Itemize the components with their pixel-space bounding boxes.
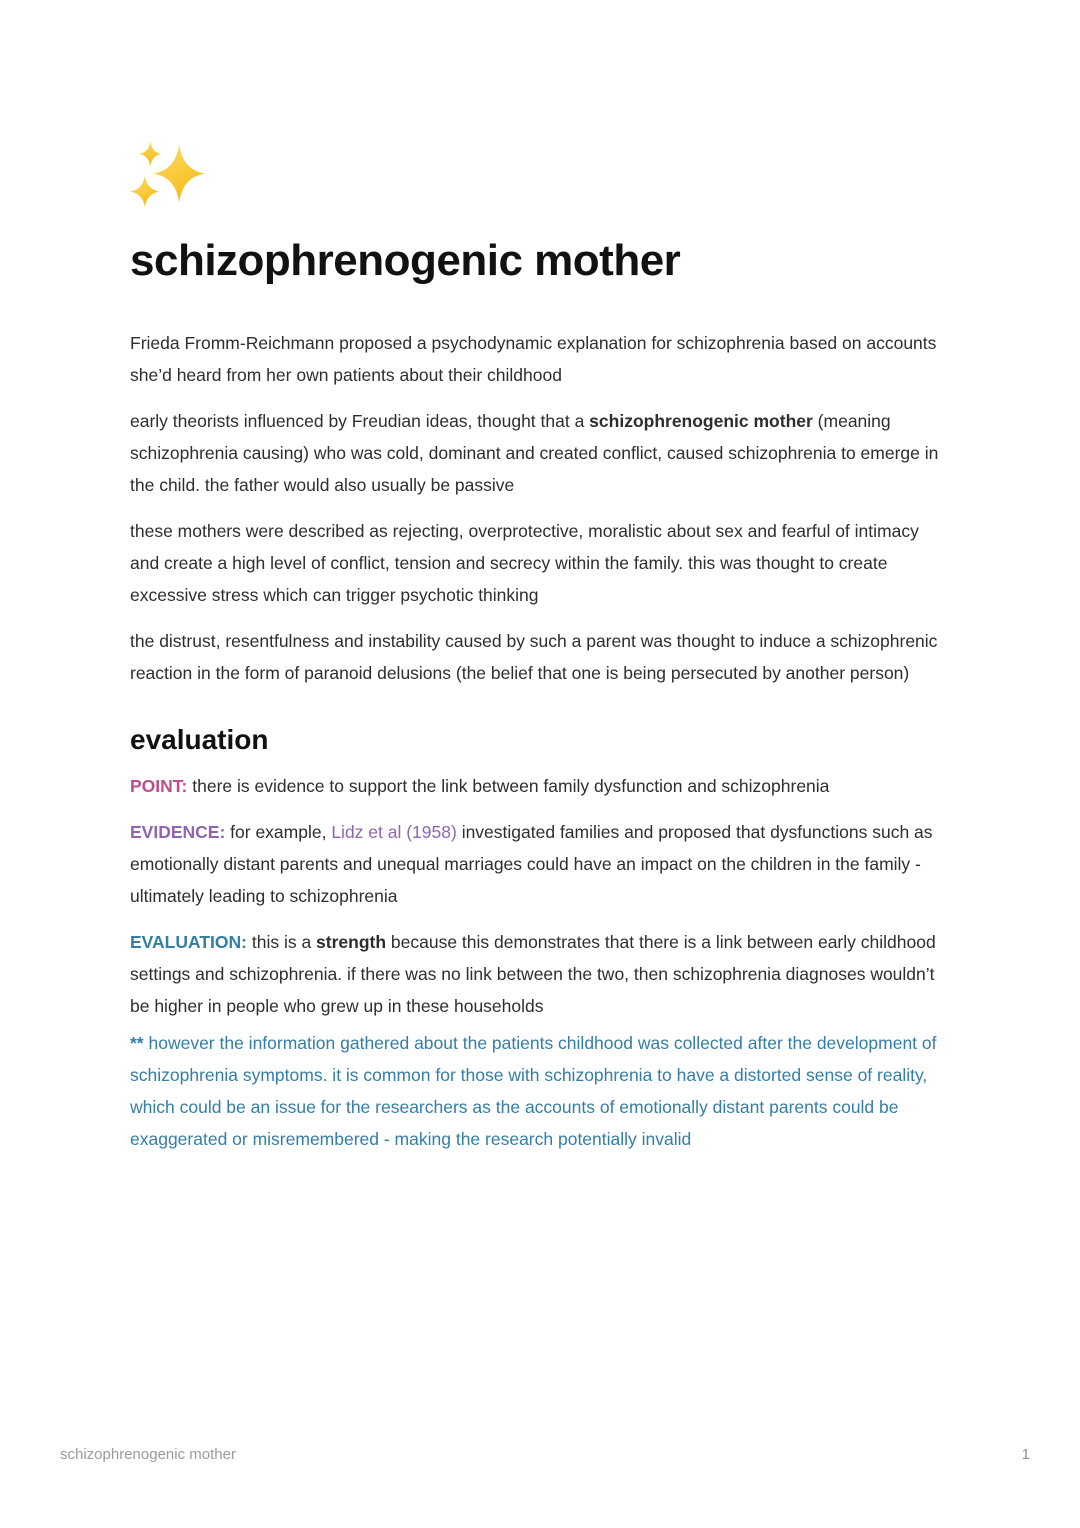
purple-text-span: EVIDENCE: (130, 822, 226, 843)
text-span: (meaning schizophrenia causing) who was cold, dominant and created conflict, caused schizophrenia to emerge in the child. the father would also usually be passive (130, 410, 939, 495)
paragraph (130, 327, 952, 391)
text-span: there is evidence to support the link between family dysfunction and schizophrenia (187, 776, 830, 797)
text-span: early theorists influenced by Freudian ideas, thought that a (130, 410, 590, 431)
blue-text-span: however the information gathered about the patients childhood was collected after the development of schizophrenia symptoms. it is common for those with schizophrenia to have a distorted sense of reality, which could be an issue for the researchers as the accounts of emotionally distant parents could be exaggerated or misremembered - making the research potentially invalid (130, 1033, 937, 1150)
text-span: the distrust, resentfulness and instability caused by such a parent was thought to induce a schizophrenic reaction in the form of paranoid delusions (the belief that one is being persecuted by another person) (130, 630, 938, 683)
purple-text-span: Lidz et al (1958) (331, 822, 457, 843)
paragraph (130, 816, 952, 912)
sparkles-icon (130, 140, 208, 218)
page-icon (130, 140, 952, 218)
page-footer (60, 1446, 1030, 1463)
intro-section (130, 327, 952, 689)
page-content (130, 140, 952, 1155)
footer-document-title: schizophrenogenic mother (60, 1446, 236, 1463)
paragraph (130, 1027, 952, 1155)
paragraph (130, 515, 952, 611)
paragraph (130, 770, 952, 802)
text-span: for example, (225, 822, 332, 843)
evaluation-heading: evaluation (130, 723, 269, 755)
blue-text-span: EVALUATION: (130, 932, 247, 953)
text-span: these mothers were described as rejecting, overprotective, moralistic about sex and fearful of intimacy and create a high level of conflict, tension and secrecy within the family. this was thought to create excessive stress which can trigger psychotic thinking (130, 520, 919, 605)
pink-text-span: POINT: (130, 776, 188, 797)
evaluation-section (130, 770, 952, 1155)
text-span: because this demonstrates that there is a link between early childhood settings and schizophrenia. if there was no link between the two, then schizophrenia diagnoses wouldn’t be higher in people who grew up in these households (130, 932, 936, 1017)
page-title: schizophrenogenic mother (130, 236, 681, 285)
blue-text-span: ** (130, 1033, 144, 1054)
text-span: investigated families and proposed that dysfunctions such as emotionally distant parents and unequal marriages could have an impact on the children in the family - ultimately leading to schizophrenia (130, 822, 933, 907)
paragraph (130, 625, 952, 689)
paragraph (130, 926, 952, 1022)
text-span: strength (316, 932, 387, 953)
text-span: schizophrenogenic mother (589, 410, 813, 431)
text-span: this is a (246, 932, 317, 953)
footer-page-number: 1 (1021, 1446, 1030, 1463)
text-span: Frieda Fromm-Reichmann proposed a psychodynamic explanation for schizophrenia based on accounts she’d heard from her own patients about their childhood (130, 332, 937, 385)
paragraph (130, 405, 952, 501)
